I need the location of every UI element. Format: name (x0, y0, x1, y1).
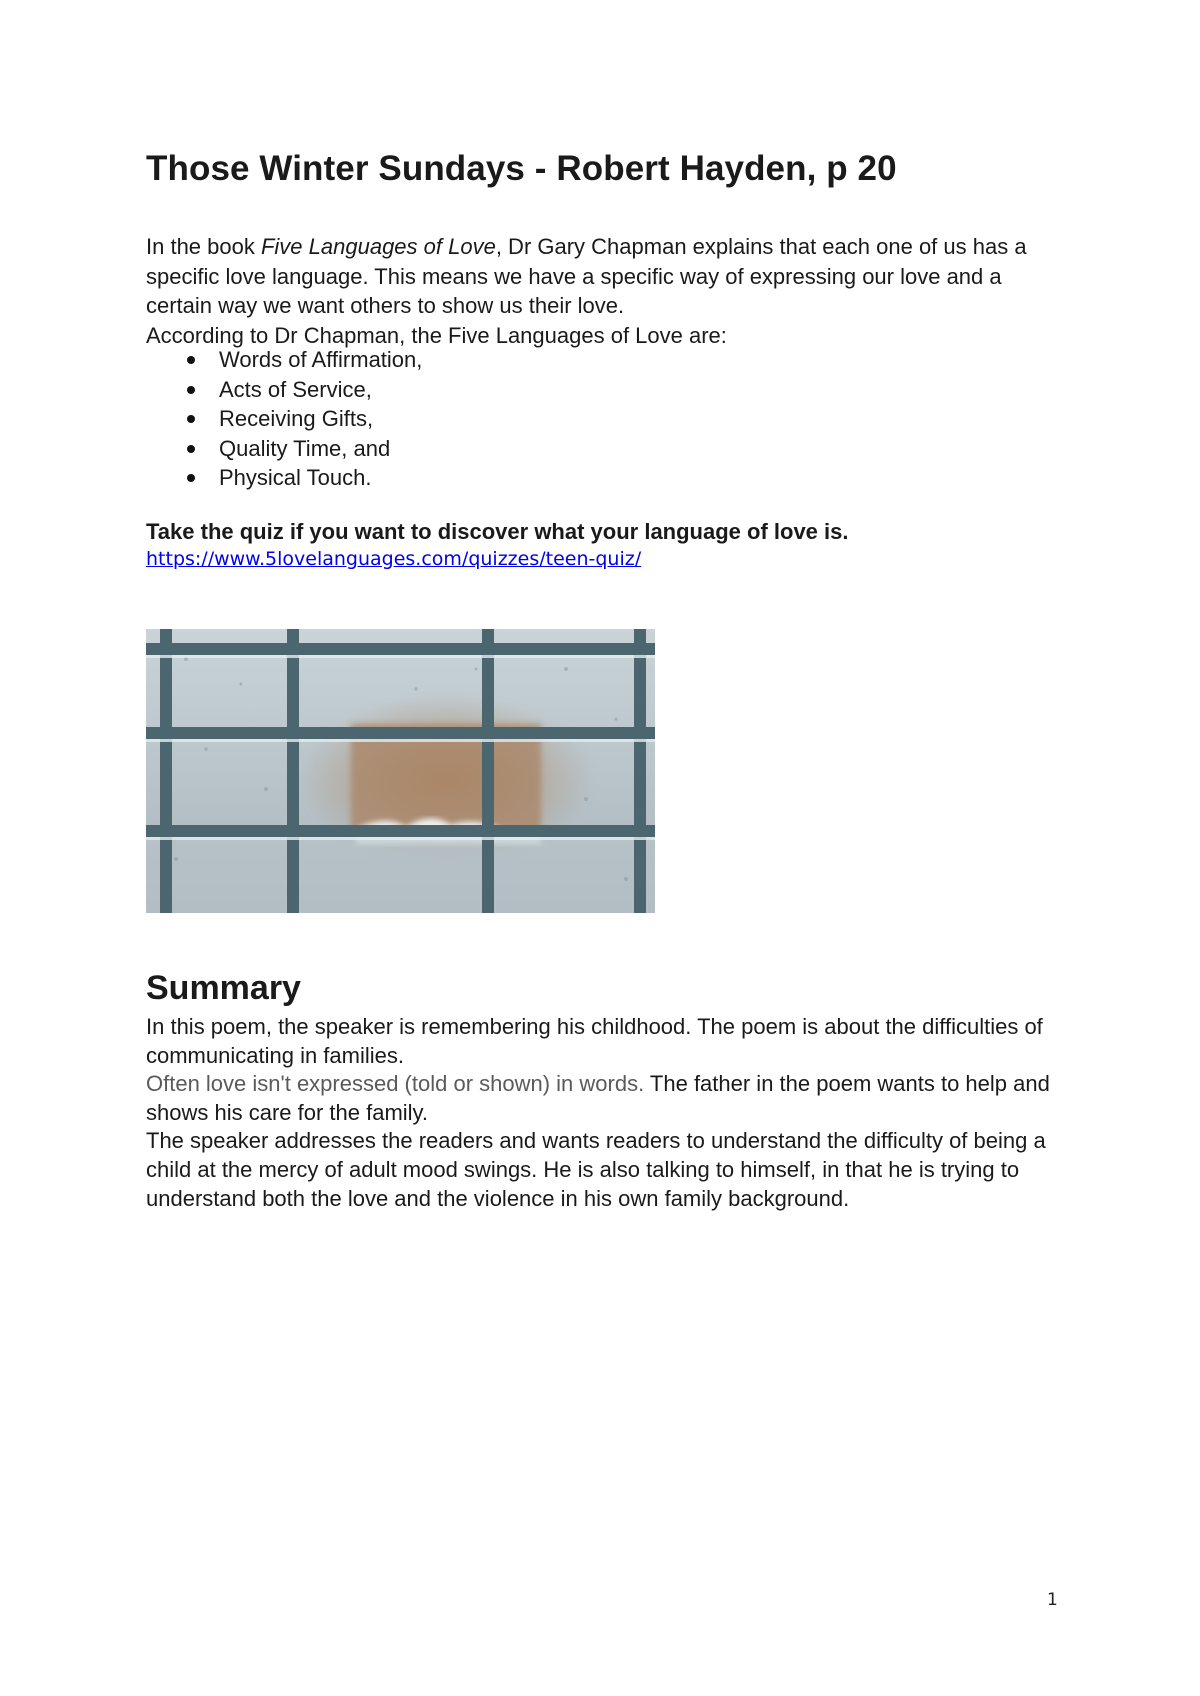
bullet-icon (187, 386, 195, 394)
list-item (146, 463, 422, 493)
quiz-prompt: Take the quiz if you want to discover what your language of love is. (146, 519, 849, 544)
list-item-text: Quality Time, and (219, 435, 391, 461)
bullet-icon (187, 474, 195, 482)
summary-paragraph-2 (146, 1070, 1076, 1127)
love-languages-list (146, 345, 422, 493)
intro-text (146, 232, 1066, 321)
list-item-text: Physical Touch. (219, 465, 372, 491)
list-item-text: Acts of Service, (219, 376, 372, 402)
book-title: Five Languages of Love (260, 234, 496, 259)
intro-paragraph (146, 232, 1066, 350)
list-item (146, 345, 422, 375)
bullet-icon (187, 445, 195, 453)
summary-p2-rest: The father in the poem wants to help and shows his care for the family. (146, 1071, 1050, 1125)
summary-body (146, 1013, 1076, 1213)
list-lead: According to Dr Chapman, the Five Languages of Love are: (146, 322, 727, 348)
summary-p2-lead: Often love isn't expressed (told or shown) in words. (146, 1071, 645, 1097)
quiz-link[interactable]: https://www.5lovelanguages.com/quizzes/teen-quiz/ (146, 548, 642, 570)
list-item (146, 404, 422, 434)
page-title: Those Winter Sundays - Robert Hayden, p 20 (146, 149, 897, 188)
bullet-icon (187, 415, 195, 423)
summary-paragraph-1: In this poem, the speaker is remembering his childhood. The poem is about the difficulties of communicating in families. (146, 1014, 1043, 1068)
bullet-icon (187, 356, 195, 364)
page-number: 1 (1047, 1590, 1058, 1610)
list-item-text: Receiving Gifts, (219, 406, 374, 432)
list-item (146, 434, 422, 464)
intro-prefix: In the book (146, 234, 261, 259)
intro-sentence: , Dr Gary Chapman explains that each one of us has a specific love language. This means we have a specific way of expressing our love and a certain way we want others to show us their love. (146, 234, 1027, 318)
list-item (146, 375, 422, 405)
summary-paragraph-3: The speaker addresses the readers and wants readers to understand the difficulty of being a child at the mercy of adult mood swings. He is also talking to himself, in that he is trying to understand both the love and the violence in his own family background. (146, 1128, 1046, 1211)
list-item-text: Words of Affirmation, (219, 347, 423, 372)
frosted-window-photo (146, 629, 655, 913)
summary-heading: Summary (146, 969, 301, 1007)
